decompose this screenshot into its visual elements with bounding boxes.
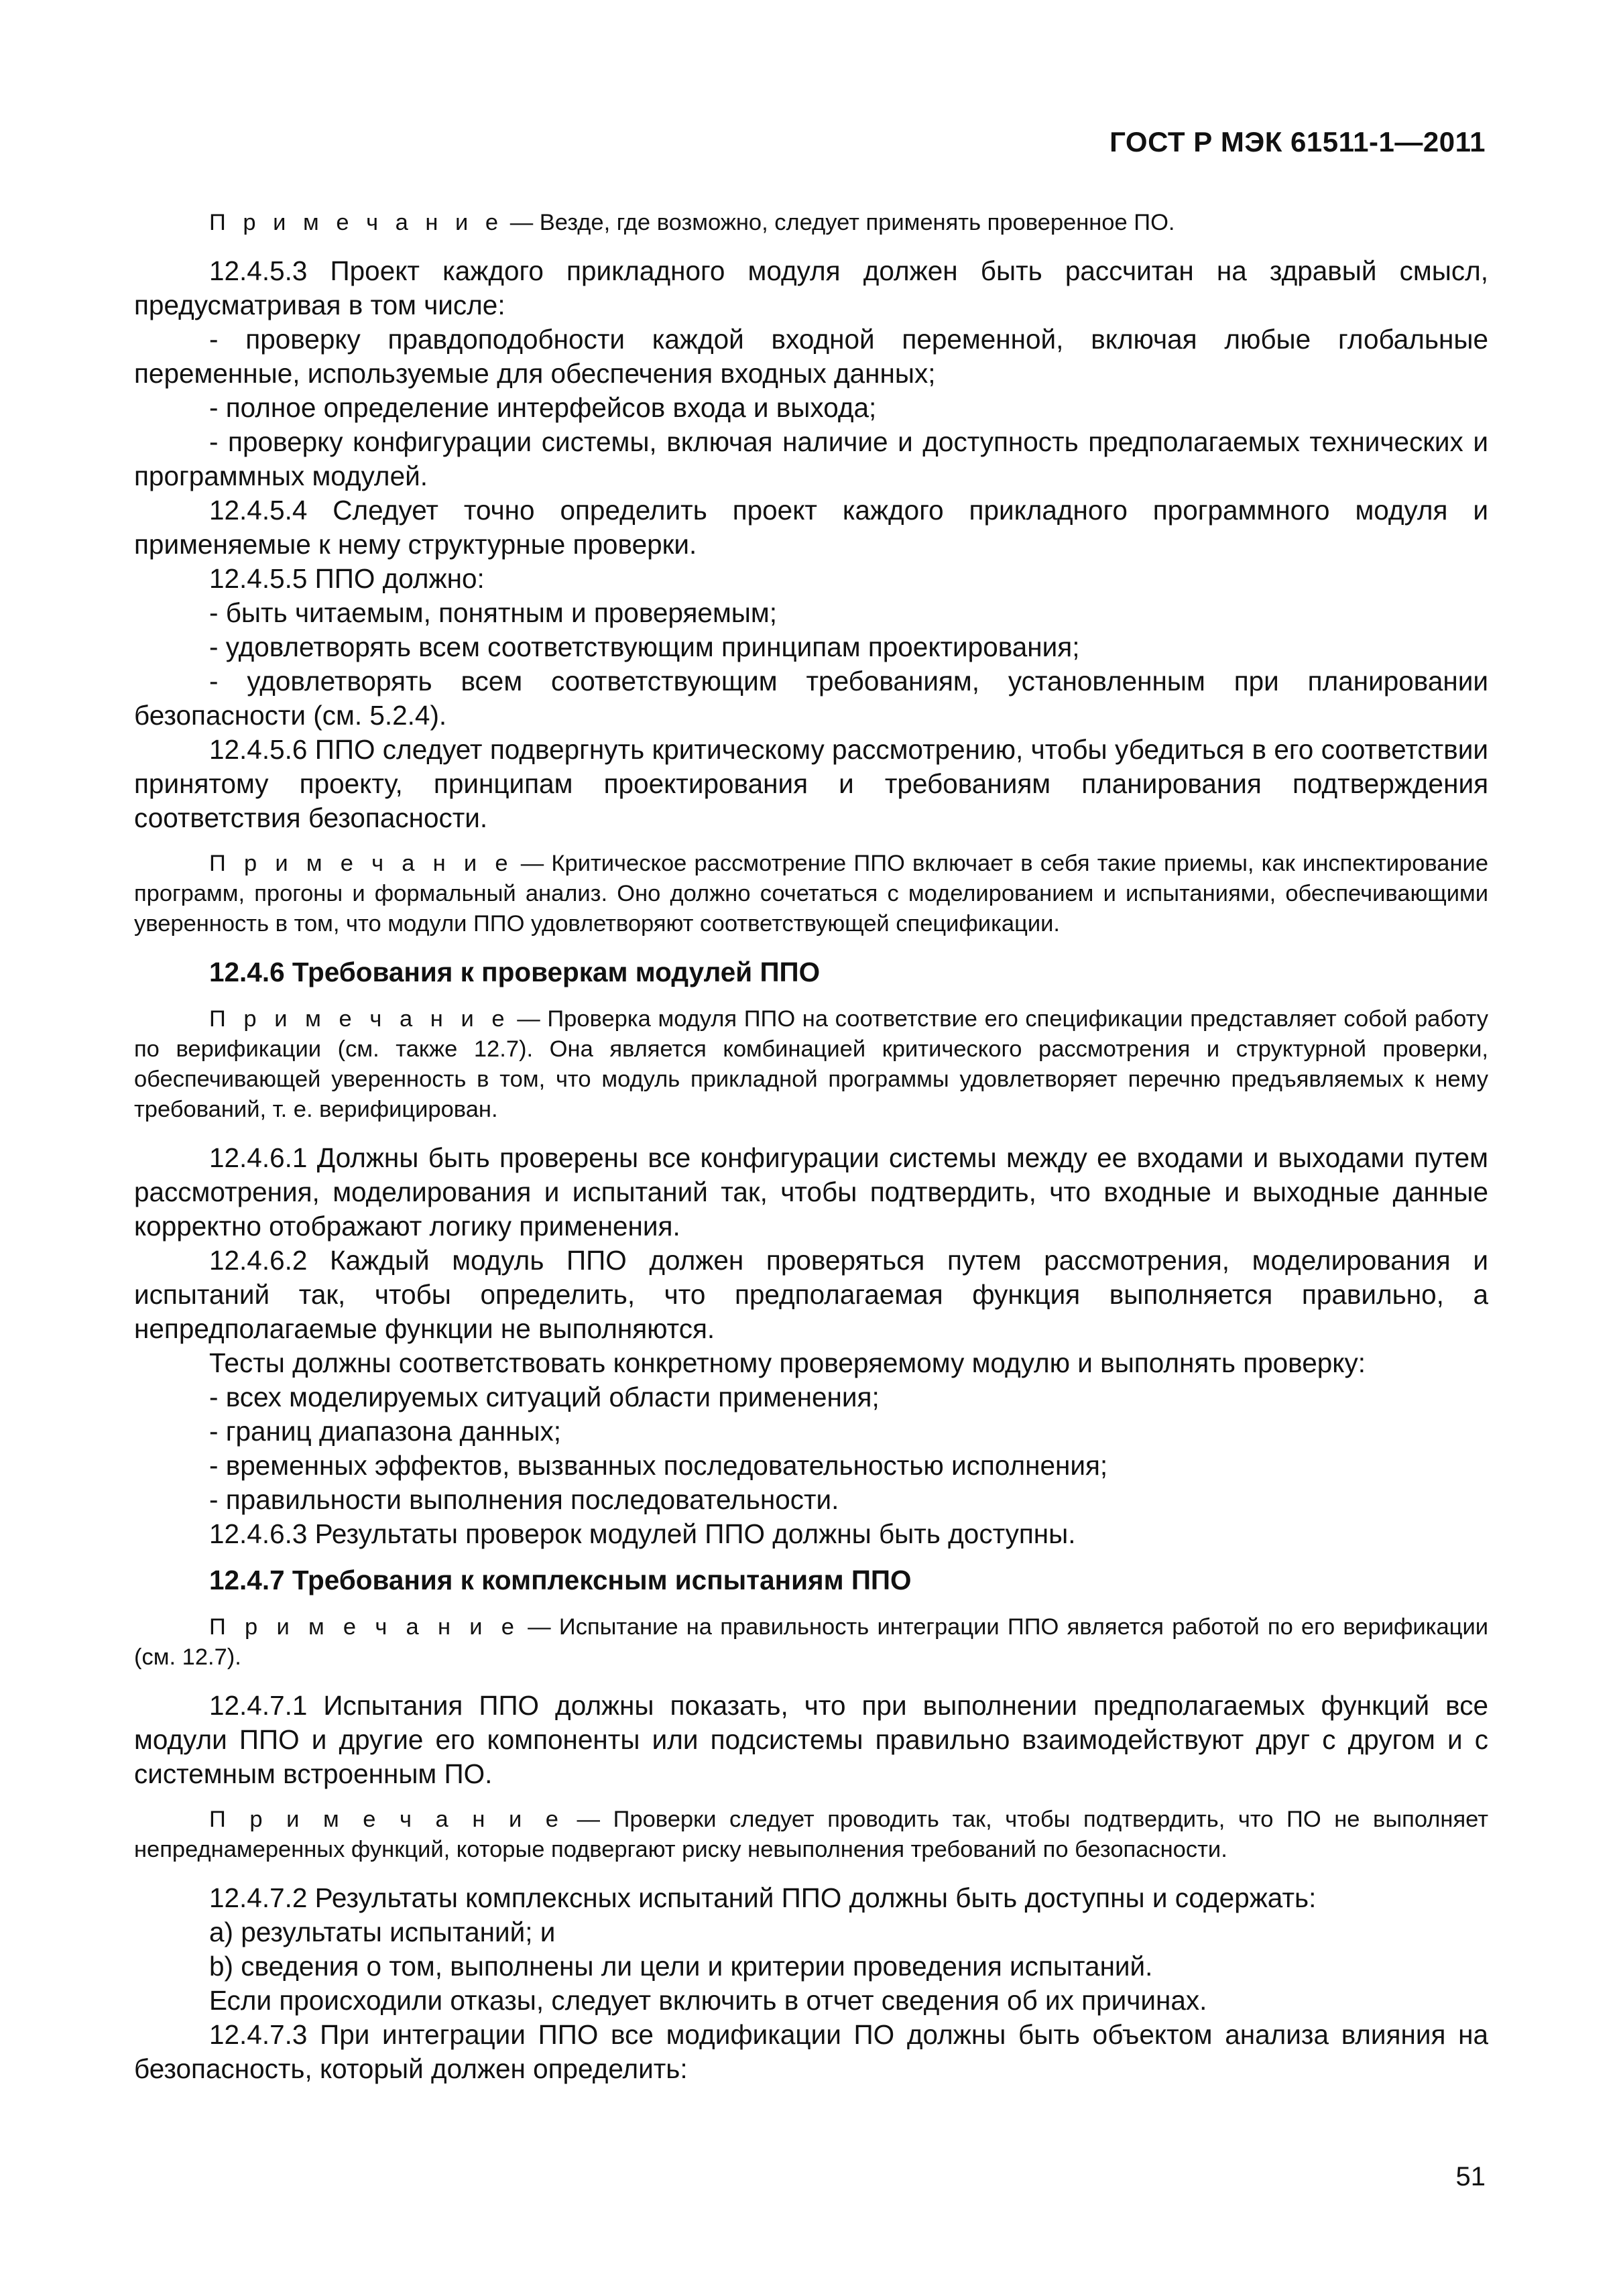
- paragraph: 12.4.6.3 Результаты проверок модулей ППО должны быть доступны.: [209, 1518, 1076, 1549]
- list-item: - удовлетворять всем соответствующим принципам проектирования;: [209, 631, 1080, 662]
- note-text: Проверка модуля ППО на соответствие его спецификации представляет собой работу по верификации (см. также 12.7). Она является комбинацией критического рассмотрения и структурной проверки, обеспечивающей уверенность в том, что модуль прикладной программы удовлетворяет перечню предъявляемых к нему требований, т. е. верифицирован.: [134, 1006, 1489, 1122]
- list-item: - границ диапазона данных;: [209, 1416, 562, 1447]
- list-item: - временных эффектов, вызванных последовательностью исполнения;: [209, 1450, 1108, 1481]
- note-label: П р и м е ч а н и е: [209, 1006, 510, 1032]
- paragraph: 12.4.7.1 Испытания ППО должны показать, что при выполнении предполагаемых функций все модули ППО и другие его компоненты или подсистемы правильно взаимодействуют друг с другом и с системным встроенным ПО.: [134, 1690, 1488, 1789]
- paragraph: 12.4.7.3 При интеграции ППО все модификации ПО должны быть объектом анализа влияния на безопасность, который должен определить:: [134, 2019, 1488, 2084]
- note: [134, 1004, 1488, 1125]
- section-heading: 12.4.7 Требования к комплексным испытаниям ППО: [209, 1565, 912, 1595]
- note-dash: —: [503, 210, 540, 235]
- note-label: П р и м е ч а н и е: [209, 851, 514, 876]
- note-text: Проверки следует проводить так, чтобы подтвердить, что ПО не выполняет непреднамеренных функций, которые подвергают риску невыполнения требований по безопасности.: [134, 1807, 1488, 1862]
- note: [134, 849, 1488, 939]
- list-item: - правильности выполнения последовательности.: [209, 1484, 839, 1515]
- list-item: a) результаты испытаний; и: [209, 1917, 556, 1947]
- note-dash: —: [563, 1807, 613, 1832]
- paragraph: Если происходили отказы, следует включить в отчет сведения об их причинах.: [209, 1985, 1207, 2016]
- paragraph: 12.4.5.6 ППО следует подвергнуть критическому рассмотрению, чтобы убедиться в его соответствии принятому проекту, принципам проектирования и требованиям планирования подтверждения соответствия безопасности.: [134, 734, 1488, 833]
- standard-designation: ГОСТ Р МЭК 61511-1—2011: [1109, 126, 1486, 158]
- note: [134, 1612, 1488, 1673]
- list-item: - проверку конфигурации системы, включая наличие и доступность предполагаемых технических и программных модулей.: [134, 426, 1488, 491]
- page-body: [134, 194, 1488, 2086]
- paragraph: 12.4.5.5 ППО должно:: [209, 563, 485, 594]
- paragraph: 12.4.6.2 Каждый модуль ППО должен проверяться путем рассмотрения, моделирования и испытаний так, чтобы определить, что предполагаемая функция выполняется правильно, а непредполагаемые функции не выполняются.: [134, 1245, 1488, 1344]
- list-item: - быть читаемым, понятным и проверяемым;: [209, 597, 777, 628]
- section-heading: 12.4.6 Требования к проверкам модулей ППО: [209, 957, 821, 987]
- note-text: Везде, где возможно, следует применять проверенное ПО.: [539, 210, 1175, 235]
- list-item: - всех моделируемых ситуаций области применения;: [209, 1382, 880, 1412]
- note-text: Критическое рассмотрение ППО включает в себя такие приемы, как инспектирование программ, прогоны и формальный анализ. Оно должно сочетаться с моделированием и испытаниями, обеспечивающими уверенность в том, что модули ППО удовлетворяют соответствующей спецификации.: [134, 851, 1489, 936]
- paragraph: 12.4.7.2 Результаты комплексных испытаний ППО должны быть доступны и содержать:: [209, 1882, 1317, 1913]
- note-dash: —: [513, 851, 552, 876]
- paragraph: Тесты должны соответствовать конкретному проверяемому модулю и выполнять проверку:: [209, 1347, 1366, 1378]
- note: [134, 1805, 1488, 1865]
- paragraph: 12.4.5.3 Проект каждого прикладного модуля должен быть рассчитан на здравый смысл, предусматривая в том числе:: [134, 255, 1488, 320]
- note-dash: —: [509, 1006, 548, 1032]
- note: [134, 208, 1488, 238]
- note-label: П р и м е ч а н и е: [209, 210, 504, 235]
- list-item: b) сведения о том, выполнены ли цели и критерии проведения испытаний.: [209, 1951, 1153, 1982]
- note-dash: —: [519, 1614, 559, 1640]
- list-item: - удовлетворять всем соответствующим требованиям, установленным при планировании безопасности (см. 5.2.4).: [134, 666, 1488, 731]
- paragraph: 12.4.5.4 Следует точно определить проект каждого прикладного программного модуля и применяемые к нему структурные проверки.: [134, 495, 1488, 560]
- note-label: П р и м е ч а н и е: [209, 1614, 520, 1640]
- list-item: - полное определение интерфейсов входа и выхода;: [209, 392, 877, 423]
- note-label: П р и м е ч а н и е: [209, 1807, 564, 1832]
- paragraph: 12.4.6.1 Должны быть проверены все конфигурации системы между ее входами и выходами путем рассмотрения, моделирования и испытаний так, чтобы подтвердить, что входные и выходные данные корректно отображают логику применения.: [134, 1142, 1488, 1242]
- page-number: 51: [1455, 2162, 1486, 2191]
- list-item: - проверку правдоподобности каждой входной переменной, включая любые глобальные переменные, используемые для обеспечения входных данных;: [134, 324, 1488, 389]
- note-text: Испытание на правильность интеграции ППО является работой по его верификации (см. 12.7).: [134, 1614, 1489, 1670]
